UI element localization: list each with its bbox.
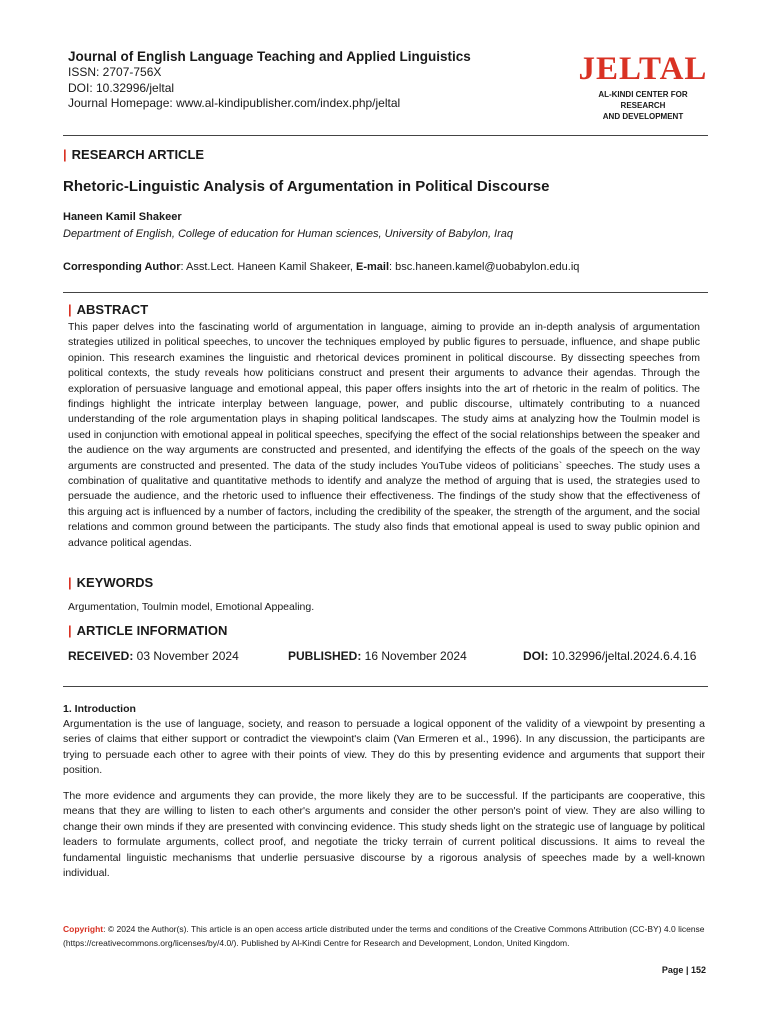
copyright-text: : © 2024 the Author(s). This article is an open access article distributed under the terms and conditions of the Creative Commons Attribution (CC-BY) 4.0 license (https://creativecommons.org/licenses/by/4.0/). Published by Al-Kindi Centre for Research and Development, London, United Kingdom. [63, 924, 705, 948]
article-title: Rhetoric-Linguistic Analysis of Argumentation in Political Discourse [63, 178, 550, 195]
article-info-heading-text: ARTICLE INFORMATION [76, 623, 228, 638]
page-label: Page [661, 965, 684, 975]
journal-doi: DOI: 10.32996/jeltal [68, 80, 175, 95]
keywords-heading [68, 575, 153, 591]
journal-brand [578, 52, 708, 122]
page-number-value: 152 [690, 965, 706, 975]
doi-label: DOI: [523, 649, 549, 663]
publisher-name [578, 89, 708, 122]
intro-paragraph-2: The more evidence and arguments they can provide, the more likely they are to be successful. If the participants are cooperative, this means that they are willing to listen to each other's arguments and consider the other person's point of view. They are also willing to change their own minds if they are presented with convincing evidence. This study sheds light on the strategic use of language by political leaders to formulate arguments, collect proof, and negotiate the tricky terrain of current political discussions. It aims to reveal the fundamental linguistic mechanisms that underlie persuasive discourse by a rigorous analysis of speeches made by a well-known individual. [63, 790, 705, 880]
section-bar: | [68, 623, 72, 638]
article-type-text: RESEARCH ARTICLE [71, 147, 205, 162]
section-bar: | [68, 575, 72, 590]
article-info-heading [68, 623, 227, 639]
corr-author-label: Corresponding Author [63, 261, 181, 273]
publisher-name-line-2: AND DEVELOPMENT [602, 112, 684, 121]
article-type-label [63, 147, 204, 163]
page-number [662, 964, 706, 976]
author-name: Haneen Kamil Shakeer [63, 211, 182, 223]
abstract-heading [68, 302, 148, 318]
published-label: PUBLISHED: [288, 649, 362, 663]
page-separator: | [683, 965, 691, 975]
copyright-label: Copyright [63, 924, 104, 934]
abstract-divider [63, 292, 708, 293]
author-email: : bsc.haneen.kamel@uobabylon.edu.iq [389, 261, 580, 273]
email-label: E-mail [356, 261, 390, 273]
journal-homepage: Journal Homepage: www.al-kindipublisher.com/index.php/jeltal [68, 96, 401, 110]
abstract-heading-text: ABSTRACT [76, 302, 149, 317]
received-date [68, 648, 239, 664]
published-date [288, 648, 467, 664]
corresponding-author [63, 260, 579, 274]
jeltal-logo: JELTAL [578, 51, 708, 87]
info-divider [63, 686, 708, 687]
article-doi [523, 648, 696, 664]
author-affiliation: Department of English, College of education for Human sciences, University of Babylon, Iraq [63, 228, 514, 240]
section-bar: | [63, 147, 67, 162]
corr-author-name: : Asst.Lect. Haneen Kamil Shakeer, [180, 261, 357, 273]
journal-issn: ISSN: 2707-756X [68, 65, 162, 79]
publisher-name-line-1: AL-KINDI CENTER FOR RESEARCH [598, 90, 688, 110]
section-bar: | [68, 302, 72, 317]
received-value: 03 November 2024 [133, 649, 239, 663]
journal-title: Journal of English Language Teaching and Applied Linguistics [68, 49, 471, 64]
published-value: 16 November 2024 [361, 649, 467, 663]
intro-paragraph-1: Argumentation is the use of language, society, and reason to persuade a logical opponent of the validity of a viewpoint by presenting a series of claims that either support or contradict the viewpoint's claim (Van Ermeren et al., 1996). In any discussion, the participants are trying to persuade each other to agree with their points of view. They do this by presenting evidence and arguments that support their position. [63, 718, 705, 777]
abstract-body: This paper delves into the fascinating world of argumentation in language, aiming to provide an in-depth analysis of argumentation strategies utilized in political speeches, to uncover the techniques employed by public figures to persuade, influence, and shape public opinion. This research examines the linguistic and rhetorical devices prominent in political discourse. By dissecting speeches from political contexts, the study reveals how politicians construct and present their arguments to advance their agendas. Through the exploration of persuasive language and emotional appeal, this paper offers insights into the art of rhetoric in the realm of politics. The findings highlight the intricate interplay between language, power, and public discourse, ultimately contributing to a nuanced understanding of the role argumentation plays in shaping political landscapes. The study aims at analyzing how the Toulmin model is used in conjunction with emotional appeal in political speeches, specifying the effect of the social relationships between the speaker and the audience on the way arguments are constructed and presented, and identifying the effects of the goals of the speech on the way arguments are constructed and presented. The data of the study includes YouTube videos of politicians` speeches. The study uses a combination of qualitative and quantitative methods to identify and analyze the method of arguing that is used, the strategies used to persuade the audience, and the rhetoric used to influence their effectiveness. The findings of the study show that the effectiveness of this arguing act is influenced by a number of factors, including the credibility of the speaker, the strength of the argument, and the social relations and common ground between the participants. The study also finds that emotional appeal is used to sway public opinion and advance political agendas. [68, 321, 700, 549]
doi-value: 10.32996/jeltal.2024.6.4.16 [548, 649, 697, 663]
header-divider [63, 135, 708, 136]
keywords-heading-text: KEYWORDS [76, 575, 154, 590]
received-label: RECEIVED: [68, 649, 134, 663]
keywords-list: Argumentation, Toulmin model, Emotional Appealing. [68, 601, 315, 613]
copyright-notice [63, 922, 705, 950]
intro-heading: 1. Introduction [63, 703, 136, 715]
